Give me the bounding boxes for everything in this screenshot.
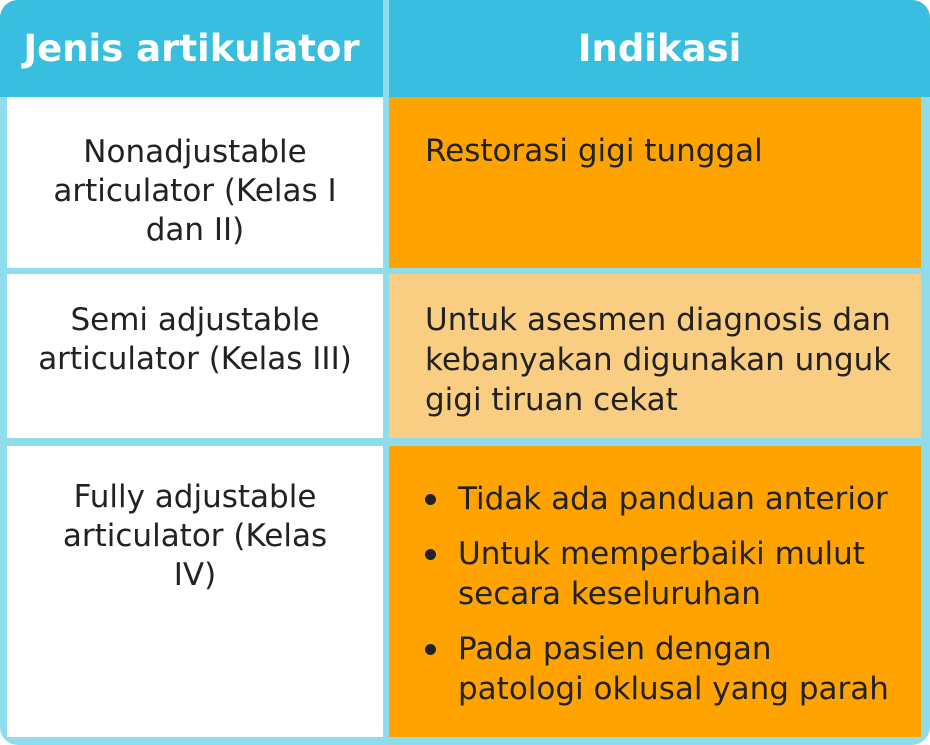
row2-indication-cell xyxy=(389,274,921,438)
row2-indication: Untuk asesmen diagnosis dan kebanyakan digunakan unguk gigi tiruan cekat xyxy=(425,302,892,418)
bullet-icon xyxy=(425,549,436,560)
list-item-text: Tidak ada panduan anterior xyxy=(458,481,888,517)
list-item-text: Pada pasien dengan patologi oklusal yang parah xyxy=(458,631,889,707)
row3-indication-cell xyxy=(389,446,921,737)
row3-type-cell xyxy=(7,446,383,737)
header-label-col2: Indikasi xyxy=(577,27,742,70)
row3-type: Fully adjustable articulator (Kelas IV) xyxy=(62,479,328,593)
row1-indication: Restorasi gigi tunggal xyxy=(425,133,763,169)
list-item-text: Untuk memperbaiki mulut secara keseluruhan xyxy=(458,536,865,612)
row1-type-cell xyxy=(7,97,383,268)
row1-type: Nonadjustable articulator (Kelas I dan II) xyxy=(53,134,337,248)
header-jenis-artikulator xyxy=(0,0,383,97)
bullet-icon xyxy=(425,644,436,655)
row3-indication-list xyxy=(425,479,901,709)
list-item xyxy=(425,629,901,709)
header-label-col1: Jenis artikulator xyxy=(23,27,360,70)
row1-indication-cell xyxy=(389,97,921,268)
row2-type: Semi adjustable articulator (Kelas III) xyxy=(38,302,352,377)
list-item xyxy=(425,479,901,519)
row2-type-cell xyxy=(7,274,383,438)
header-indikasi xyxy=(389,0,930,97)
bullet-icon xyxy=(425,494,436,505)
list-item xyxy=(425,534,901,614)
